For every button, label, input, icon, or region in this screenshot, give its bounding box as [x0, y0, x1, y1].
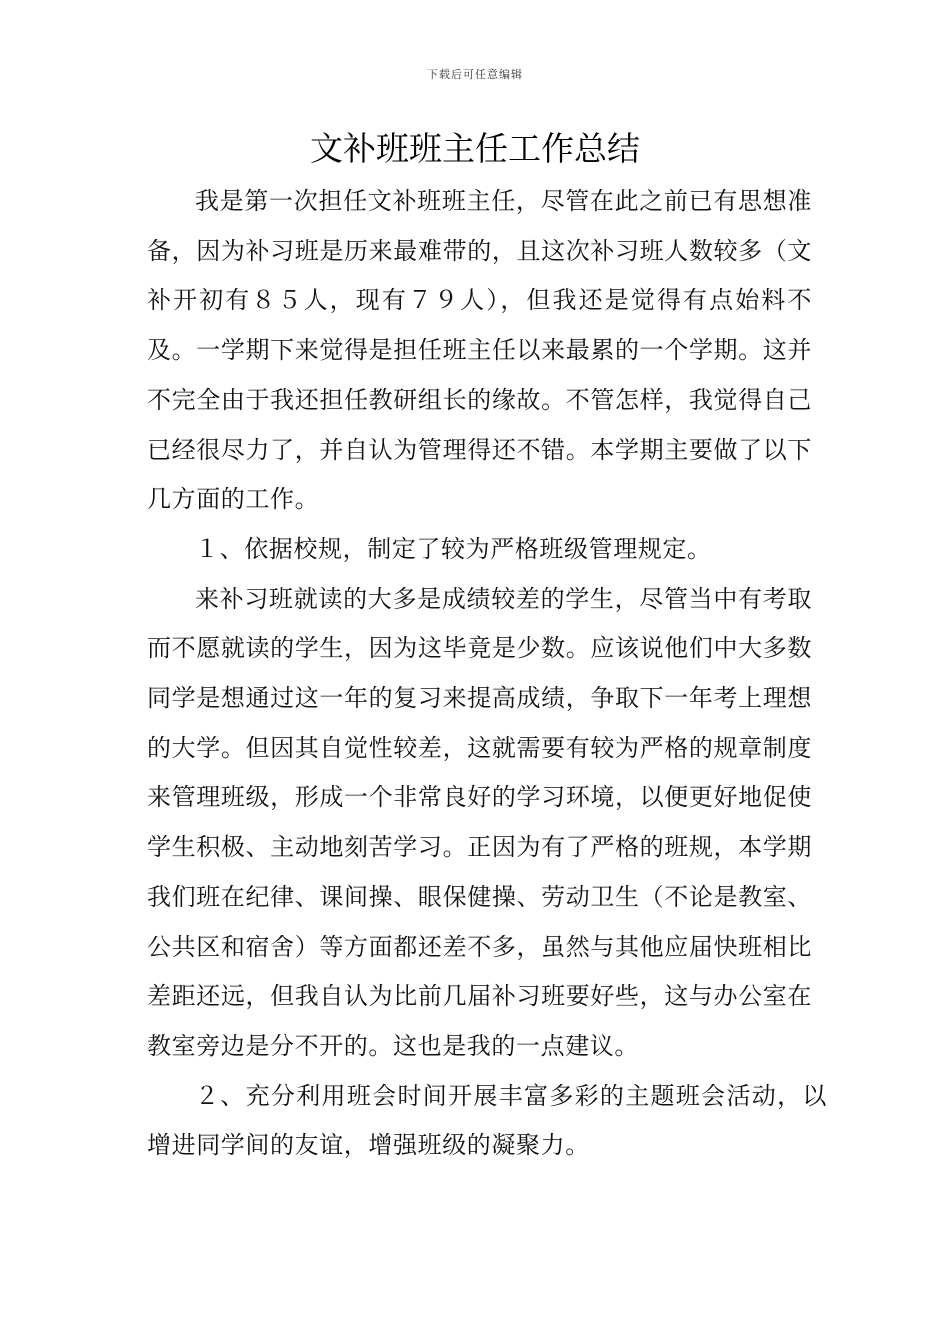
paragraph-point-1-body: 来补习班就读的大多是成绩较差的学生，尽管当中有考取而不愿就读的学生，因为这毕竟是少数。应该说他们中大多数同学是想通过这一年的复习来提高成绩，争取下一年考上理想的大学。但因其自觉性较差，这就需要有较为严格的规章制度来管理班级，形成一个非常良好的学习环境，以便更好地促使学生积极、主动地刻苦学习。正因为有了严格的班规，本学期我们班在纪律、课间操、眼保健操、劳动卫生（不论是教室、公共区和宿舍）等方面都还差不多，虽然与其他应届快班相比差距还远，但我自认为比前几届补习班要好些，这与办公室在教室旁边是分不开的。这也是我的一点建议。	[147, 584, 812, 1060]
paragraph-intro: 我是第一次担任文补班班主任，尽管在此之前已有思想准备，因为补习班是历来最难带的，且这次补习班人数较多（文补开初有８５人，现有７９人），但我还是觉得有点始料不及。一学期下来觉得是担任班主任以来最累的一个学期。这并不完全由于我还担任教研组长的缘故。不管怎样，我觉得自己已经很尽力了，并自认为管理得还不错。本学期主要做了以下几方面的工作。	[147, 187, 812, 514]
paragraph-point-1-heading: １、依据校规，制定了较为严格班级管理规定。	[195, 534, 712, 563]
document-title: 文补班班主任工作总结	[310, 129, 640, 168]
document-body	[147, 177, 827, 1171]
header-note: 下载后可任意编辑	[427, 68, 523, 81]
paragraph-point-2-heading: ２、充分利用班会时间开展丰富多彩的主题班会活动，以增进同学间的友谊，增强班级的凝聚力。	[147, 1081, 827, 1160]
